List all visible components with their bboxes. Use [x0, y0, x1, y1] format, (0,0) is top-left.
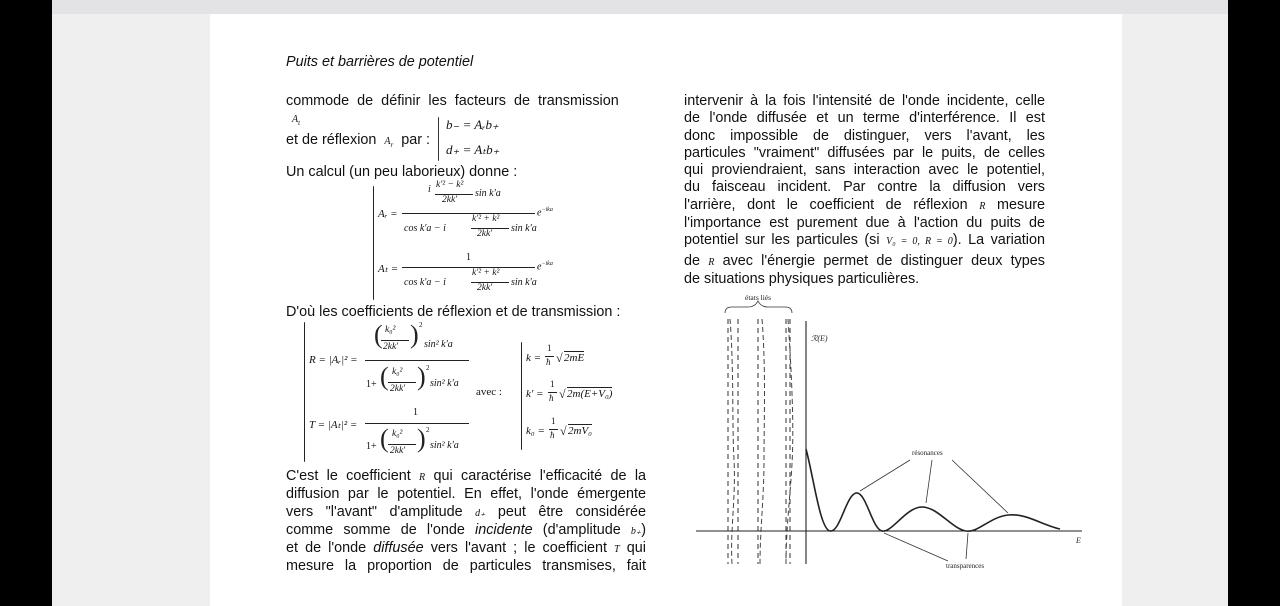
sys1-eq1: b₋ = Aᵣb₊	[446, 117, 499, 132]
R-num-k0: k₀²	[385, 325, 396, 335]
label-axis-y: ℛ(E)	[811, 334, 828, 343]
para1-line-4: comme somme de l'onde incidente (d'amplitude b₊)	[286, 521, 646, 538]
left-paragraph	[286, 468, 646, 576]
para1-line-6: mesure la proportion de particules transmises, fait	[286, 558, 646, 575]
Ar-den-frac-bot: 2kk'	[477, 229, 493, 239]
amplitude-brace	[373, 186, 374, 300]
R-den-sq: 2	[426, 364, 430, 372]
k-def-lhs: k =	[526, 352, 542, 364]
right-line-10: de R avec l'énergie permet de distinguer deux types	[684, 252, 1045, 269]
sys1-eq2: d₊ = Aₜb₊	[446, 142, 500, 157]
system-brace-1	[438, 117, 439, 161]
R-den-k0: k₀²	[392, 367, 403, 377]
At-exp: $e^{-ika}$	[537, 261, 553, 273]
R-num-tail: sin² k'a	[424, 339, 453, 350]
R-den-den: 2kk'	[390, 384, 406, 394]
k0-def-lhs: k₀ =	[526, 425, 545, 437]
right-line-5: qui proviendraient, sans interaction avec le potentiel,	[684, 162, 1045, 179]
calc-intro: Un calcul (un peu laborieux) donne :	[286, 164, 518, 180]
left-black-margin	[0, 0, 52, 606]
bound-curve-2	[760, 319, 765, 564]
At-den-frac-bot: 2kk'	[477, 283, 493, 293]
para1-line-1: C'est le coefficient R qui caractérise l'efficacité de la	[286, 468, 647, 484]
kp-def-lhs: k' =	[526, 388, 544, 400]
R-num-den: 2kk'	[383, 342, 399, 352]
right-line-3: donc impossible de distinguer, vers l'avant, les	[684, 127, 1045, 144]
At-den-frac-top: k'² + k²	[472, 268, 500, 278]
label-transparencies: transparences	[946, 562, 985, 570]
left-line-2: et de réflexion $A_r$ par :	[286, 132, 431, 149]
T-den-sq: 2	[426, 426, 430, 434]
k0-def-rad: 2mV₀	[568, 425, 592, 437]
coefficients-brace	[304, 322, 305, 462]
Ar-label: Aᵣ =	[378, 208, 398, 220]
symbol-At: $A_t$	[292, 114, 301, 128]
bound-curve-1	[730, 319, 734, 564]
para1-line-3: vers "l'avant" d'amplitude d₊ peut être considérée	[286, 503, 646, 520]
right-line-1: intervenir à la fois l'intensité de l'onde incidente, celle	[684, 93, 1045, 109]
bound-states-bracket	[725, 301, 792, 313]
right-line-9: potentiel sur les particules (si V₀ = 0, R = 0). La variation	[684, 232, 1046, 249]
par-label: par :	[401, 132, 431, 148]
label-axis-x: E	[1076, 536, 1081, 545]
R-main-line	[365, 360, 469, 361]
reflection-curve	[806, 449, 1060, 531]
T-den-k0: k₀²	[392, 429, 403, 439]
right-black-margin	[1228, 0, 1280, 606]
Ar-exp: $e^{-ika}$	[537, 207, 553, 219]
coef-intro: D'où les coefficients de réflexion et de transmission :	[286, 304, 621, 320]
left-line-1-text: commode de définir les facteurs de transmission	[286, 93, 619, 109]
k-def-rad: 2mE	[564, 352, 585, 364]
Ar-num-den: 2kk'	[442, 195, 458, 205]
kp-def-one: 1	[550, 379, 555, 389]
k-defs-brace	[521, 342, 522, 450]
transparency-leader-1	[884, 533, 948, 561]
symbol-Ar: $A_r$	[384, 136, 394, 149]
right-line-7: l'arrière, dont le coefficient de réflexion R mesure	[684, 196, 1046, 213]
document-page: Puits et barrières de potentiel commode de définir les facteurs de transmission $A_t$ et de réflexion $A_r$ par : b₋ = Aᵣb₊ d₊ = Aₜb₊ Un calcul (un peu laborieux) donne : Aᵣ = i k'² − k² 2kk' sin k'a cos k'a − i k'² + k² 2kk' sin k'a $e^{-ika}$ Aₜ = 1 cos k'a − i k'² + k² 2kk' sin k'a $e^{-ika}$ D'où les coefficients de réflexion et de transmission : R = |Aᵣ|² = ( k₀² 2kk' ) 2 sin² k'a 1+ ( k₀² 2kk' ) 2 sin² k'a T = |Aₜ|² = 1 1+ ( k₀² 2kk' ) 2 sin² k'a avec : k = 1 ħ √ 2mE k' = 1 ħ √ 2m(E+V₀) k₀ = 1 ħ √ 2mV₀ C'est le coefficient R qui caractérise l'efficacité de la diffusion par le potentiel. En effet, l'onde émergente vers "l'avant" d'amplitude d₊ peut être considérée comme somme de l'onde incidente (d'amplitude b₊) et de l'onde diffusée vers l'avant ; le coefficient T qui mesure la proportion de particules transmises, fait intervenir à la fois l'intensité de l'onde incidente, celle de l'onde diffusée et un terme d'interférence. Il est donc impossible de distinguer, vers l'avant, les particules "vraiment" diffusées par le puits, de celles qui proviendraient, sans interaction avec le potentiel, du faisceau incident. Par contre la diffusion vers l'arrière, dont le coefficient de réflexion R mesure l'importance est purement due à l'action du puits de potentiel sur les particules (si V₀ = 0, R = 0). La variation de R avec l'énergie permet de distinguer deux types de situations physiques particulières. états liés ℛ(E) E résonances transparences	[210, 14, 1122, 606]
para1-line-5: et de l'onde diffusée vers l'avant ; le coefficient T qui	[286, 540, 646, 557]
k-def-hbar: ħ	[546, 357, 551, 367]
At-main-line	[402, 267, 535, 268]
At-den-head: cos k'a − i	[404, 277, 446, 288]
At-label: Aₜ =	[378, 263, 399, 275]
R-den-inner-line	[388, 382, 416, 383]
reflection-coefficient-figure	[690, 289, 1100, 579]
Ar-den-tail: sin k'a	[511, 223, 537, 234]
right-line-11: de situations physiques particulières.	[684, 270, 920, 287]
label-resonances: résonances	[912, 449, 943, 457]
running-header: Puits et barrières de potentiel	[286, 54, 474, 70]
R-den-one: 1+	[366, 379, 377, 390]
label-bound-states: états liés	[745, 293, 772, 302]
bound-curve-3	[786, 319, 793, 564]
k0-def-one: 1	[551, 416, 556, 426]
resonance-leader-1	[860, 460, 910, 491]
T-den-tail: sin² k'a	[430, 440, 459, 451]
right-line-4: particules "vraiment" diffusées par le puits, de celles	[684, 144, 1045, 161]
right-line-2: de l'onde diffusée et un terme d'interférence. Il est	[684, 110, 1045, 127]
At-den-tail: sin k'a	[511, 277, 537, 288]
Ar-num-top: k'² − k²	[436, 180, 464, 190]
kp-def-rad: 2m(E+V₀)	[567, 388, 613, 400]
resonance-leader-3	[952, 460, 1008, 513]
k0-def-hbar: ħ	[550, 430, 555, 440]
R-den-tail: sin² k'a	[430, 378, 459, 389]
avec-label: avec :	[476, 386, 502, 398]
transparency-leader-2	[966, 533, 968, 559]
Ar-main-line	[402, 213, 535, 214]
T-num: 1	[413, 407, 418, 418]
T-label: T = |Aₜ|² =	[309, 419, 358, 431]
kp-def-hbar: ħ	[549, 393, 554, 403]
right-line-8: l'importance est purement due à l'action du puits de	[684, 215, 1045, 232]
right-line-6: du faisceau incident. Par contre la diffusion vers	[684, 179, 1045, 196]
R-num-sq: 2	[419, 321, 423, 329]
Ar-den-frac-top: k'² + k²	[472, 214, 500, 224]
At-num: 1	[466, 252, 471, 263]
R-label: R = |Aᵣ|² =	[309, 354, 358, 366]
R-num-inner-line	[381, 340, 409, 341]
right-column	[684, 93, 1045, 288]
T-den-inner-line	[388, 444, 416, 445]
top-strip	[52, 0, 1228, 14]
Ar-num-tail: sin k'a	[475, 188, 501, 199]
para1-line-2: diffusion par le potentiel. En effet, l'onde émergente	[286, 486, 646, 503]
T-den-one: 1+	[366, 441, 377, 452]
resonance-leader-2	[926, 460, 932, 503]
Ar-den-head: cos k'a − i	[404, 223, 446, 234]
T-den-den: 2kk'	[390, 446, 406, 456]
k-def-one: 1	[547, 343, 552, 353]
